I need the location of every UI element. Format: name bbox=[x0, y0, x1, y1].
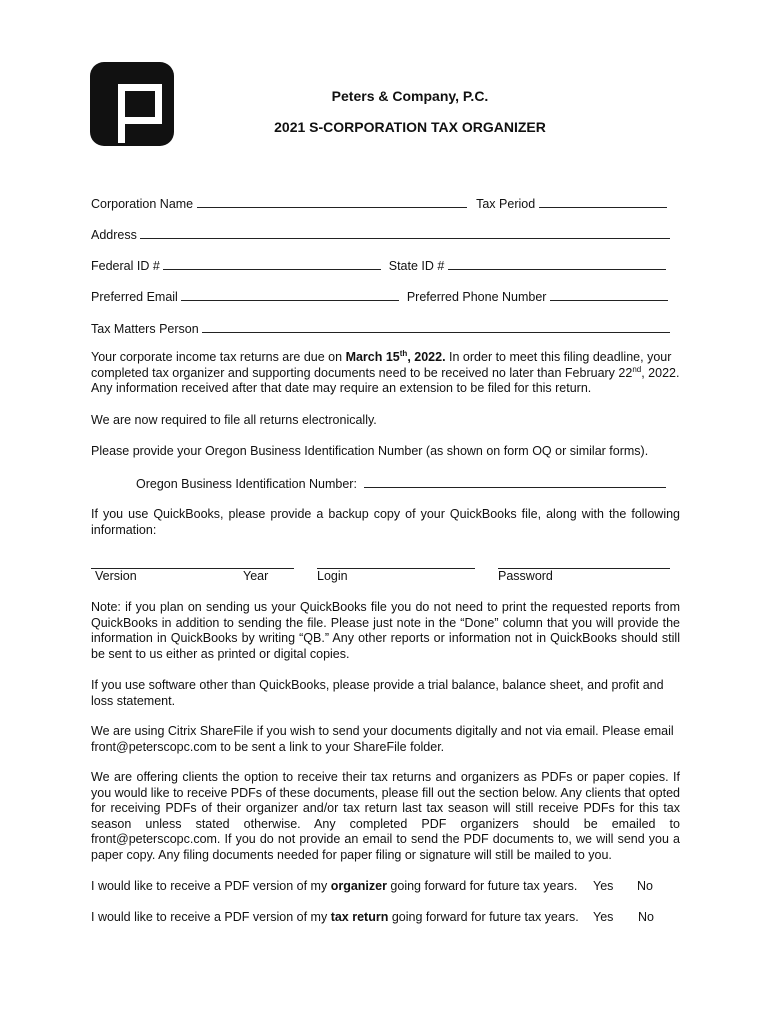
quickbooks-request: If you use QuickBooks, please provide a backup copy of your QuickBooks file, along with the following information: bbox=[91, 507, 680, 537]
corporation-name-label: Corporation Name bbox=[91, 197, 194, 211]
year-label: Year bbox=[243, 569, 269, 583]
pref-organizer-post: going forward for future tax years. bbox=[386, 879, 578, 893]
tax-matters-label: Tax Matters Person bbox=[91, 322, 199, 336]
address-field[interactable] bbox=[140, 227, 670, 239]
login-label: Login bbox=[317, 569, 348, 583]
page-title: 2021 S-CORPORATION TAX ORGANIZER bbox=[274, 119, 546, 135]
federal-id-label: Federal ID # bbox=[91, 259, 160, 273]
preferred-phone-label: Preferred Phone Number bbox=[406, 290, 547, 304]
pref-organizer-bold: organizer bbox=[330, 879, 387, 893]
contact-row bbox=[91, 289, 668, 304]
obin-field[interactable] bbox=[364, 476, 666, 488]
pdf-organizer-preference bbox=[91, 879, 577, 893]
version-label: Version bbox=[95, 569, 137, 583]
due-text-pre: Your corporate income tax returns are due on bbox=[91, 350, 346, 364]
ids-row bbox=[91, 258, 666, 273]
pdf-offer-paragraph: We are offering clients the option to receive their tax returns and organizers as PDFs or paper copies. If you would like to receive PDFs of these documents, please fill out the section below. Any clients that opted for receiving PDFs of their organizer and/or tax return last tax season will still receive PDFs for this tax season unless stated otherwise. Any completed PDF organizers should be emailed to front@peterscopc.com. If you do not provide an email to send the PDF documents to, we will send you a paper copy. Any filing documents needed for paper filing or signature will still be mailed to you. bbox=[91, 770, 680, 862]
address-label: Address bbox=[91, 228, 137, 242]
preferred-phone-field[interactable] bbox=[550, 289, 668, 301]
due-date-sup: th bbox=[399, 348, 408, 358]
sharefile-note: We are using Citrix ShareFile if you wish to send your documents digitally and not via email. Please email front@peterscopc.com to be sent a link to your ShareFile folder. bbox=[91, 724, 674, 754]
due-text-mid: In order to meet this filing deadline, your completed tax organizer and supporting documents need to be received no later than February 22 bbox=[91, 350, 672, 380]
due-text-post: , 2022. Any information received after that date may require an extension to be filed for this return. bbox=[91, 365, 680, 395]
preferred-email-label: Preferred Email bbox=[91, 290, 178, 304]
organizer-no-option[interactable]: No bbox=[637, 879, 653, 893]
obin-label: Oregon Business Identification Number: bbox=[136, 477, 357, 491]
address-row bbox=[91, 227, 670, 242]
pdf-return-preference bbox=[91, 910, 579, 924]
pref-return-post: going forward for future tax years. bbox=[388, 910, 579, 924]
return-yes-option[interactable]: Yes bbox=[593, 910, 614, 924]
state-id-field[interactable] bbox=[448, 258, 666, 270]
peters-company-logo-icon bbox=[90, 62, 174, 146]
due-date-year: , 2022. bbox=[407, 350, 446, 364]
password-label: Password bbox=[498, 569, 553, 583]
other-software-note: If you use software other than QuickBooks, please provide a trial balance, balance sheet, and profit and loss statement. bbox=[91, 678, 664, 708]
preferred-email-field[interactable] bbox=[181, 289, 399, 301]
tax-matters-field[interactable] bbox=[202, 321, 670, 333]
due-date-paragraph bbox=[91, 350, 680, 397]
organizer-yes-option[interactable]: Yes bbox=[593, 879, 614, 893]
tax-period-field[interactable] bbox=[539, 196, 667, 208]
tax-matters-row bbox=[91, 321, 670, 336]
obin-request: Please provide your Oregon Business Identification Number (as shown on form OQ or similar forms). bbox=[91, 444, 649, 458]
corporation-name-row bbox=[91, 196, 667, 211]
pref-return-bold: tax return bbox=[330, 910, 389, 924]
due-date-month: March 15 bbox=[345, 350, 400, 364]
pref-return-pre: I would like to receive a PDF version of my bbox=[91, 910, 331, 924]
obin-row bbox=[136, 476, 666, 491]
electronic-filing-note: We are now required to file all returns electronically. bbox=[91, 413, 377, 427]
state-id-label: State ID # bbox=[388, 259, 445, 273]
federal-id-field[interactable] bbox=[163, 258, 381, 270]
pref-organizer-pre: I would like to receive a PDF version of my bbox=[91, 879, 331, 893]
return-no-option[interactable]: No bbox=[638, 910, 654, 924]
corporation-name-field[interactable] bbox=[197, 196, 467, 208]
feb-date-sup: nd bbox=[632, 364, 642, 374]
tax-period-label: Tax Period bbox=[476, 197, 536, 211]
company-name: Peters & Company, P.C. bbox=[331, 88, 489, 104]
quickbooks-note: Note: if you plan on sending us your QuickBooks file you do not need to print the requested reports from QuickBooks in addition to sending the file. Please just note in the “Done” column that you will provide the information in QuickBooks by writing “QB.” Any other reports or information not in QuickBooks should still be sent to us either as printed or digital copies. bbox=[91, 600, 680, 661]
